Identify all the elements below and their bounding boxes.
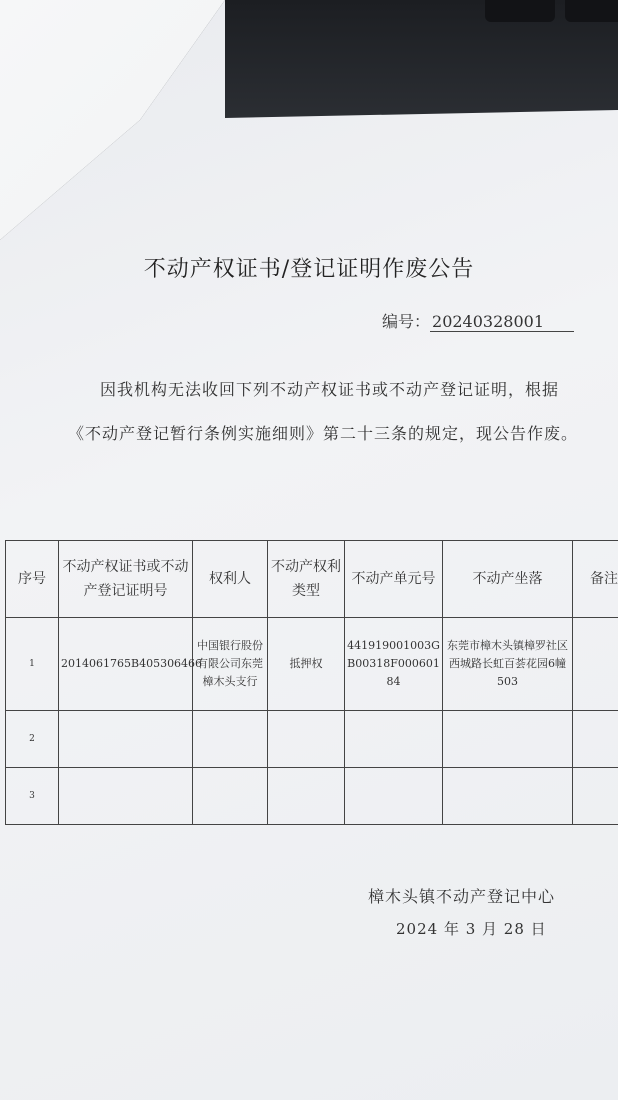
cell-certificate-no	[59, 768, 193, 825]
table-header-row	[6, 541, 618, 618]
cell-certificate-no	[59, 711, 193, 768]
body-text	[68, 368, 582, 456]
cell-location	[443, 711, 573, 768]
header-rights-holder: 权利人	[193, 541, 268, 618]
header-location: 不动产坐落	[443, 541, 573, 618]
cell-right-type	[268, 768, 345, 825]
cell-right-type	[268, 711, 345, 768]
body-paragraph: 因我机构无法收回下列不动产权证书或不动产登记证明，根据《不动产登记暂行条例实施细则》第二十三条的规定，现公告作废。	[68, 380, 579, 443]
table-row	[6, 768, 618, 825]
header-right-type: 不动产权利类型	[268, 541, 345, 618]
issuing-authority: 樟木头镇不动产登记中心	[368, 887, 556, 906]
cell-remarks	[573, 711, 618, 768]
cell-serial: 3	[6, 768, 59, 825]
document-title: 不动产权证书/登记证明作废公告	[143, 257, 475, 282]
keyboard-background	[225, 0, 618, 118]
cell-rights-holder	[193, 768, 268, 825]
header-remarks: 备注	[573, 541, 618, 618]
header-serial: 序号	[6, 541, 59, 618]
cell-serial: 2	[6, 711, 59, 768]
cell-location: 东莞市樟木头镇樟罗社区西城路长虹百荟花园6幢503	[443, 618, 573, 711]
document-number-value: 20240328001	[430, 312, 574, 332]
cell-rights-holder: 中国银行股份有限公司东莞樟木头支行	[193, 618, 268, 711]
cell-location	[443, 768, 573, 825]
cell-serial: 1	[6, 618, 59, 711]
cell-unit-no	[345, 711, 443, 768]
header-unit-no: 不动产单元号	[345, 541, 443, 618]
table-row	[6, 711, 618, 768]
table-row	[6, 618, 618, 711]
cell-remarks	[573, 618, 618, 711]
cell-rights-holder	[193, 711, 268, 768]
document-number	[382, 309, 574, 332]
certificate-table	[5, 540, 618, 825]
cell-unit-no: 441919001003GB00318F00060184	[345, 618, 443, 711]
document-number-label: 编号：	[382, 312, 431, 331]
cell-right-type: 抵押权	[268, 618, 345, 711]
cell-remarks	[573, 768, 618, 825]
cell-unit-no	[345, 768, 443, 825]
issue-date: 2024 年 3 月 28 日	[396, 920, 547, 938]
header-certificate-no: 不动产权证书或不动产登记证明号	[59, 541, 193, 618]
cell-certificate-no: 2014061765B405306466	[59, 618, 193, 711]
